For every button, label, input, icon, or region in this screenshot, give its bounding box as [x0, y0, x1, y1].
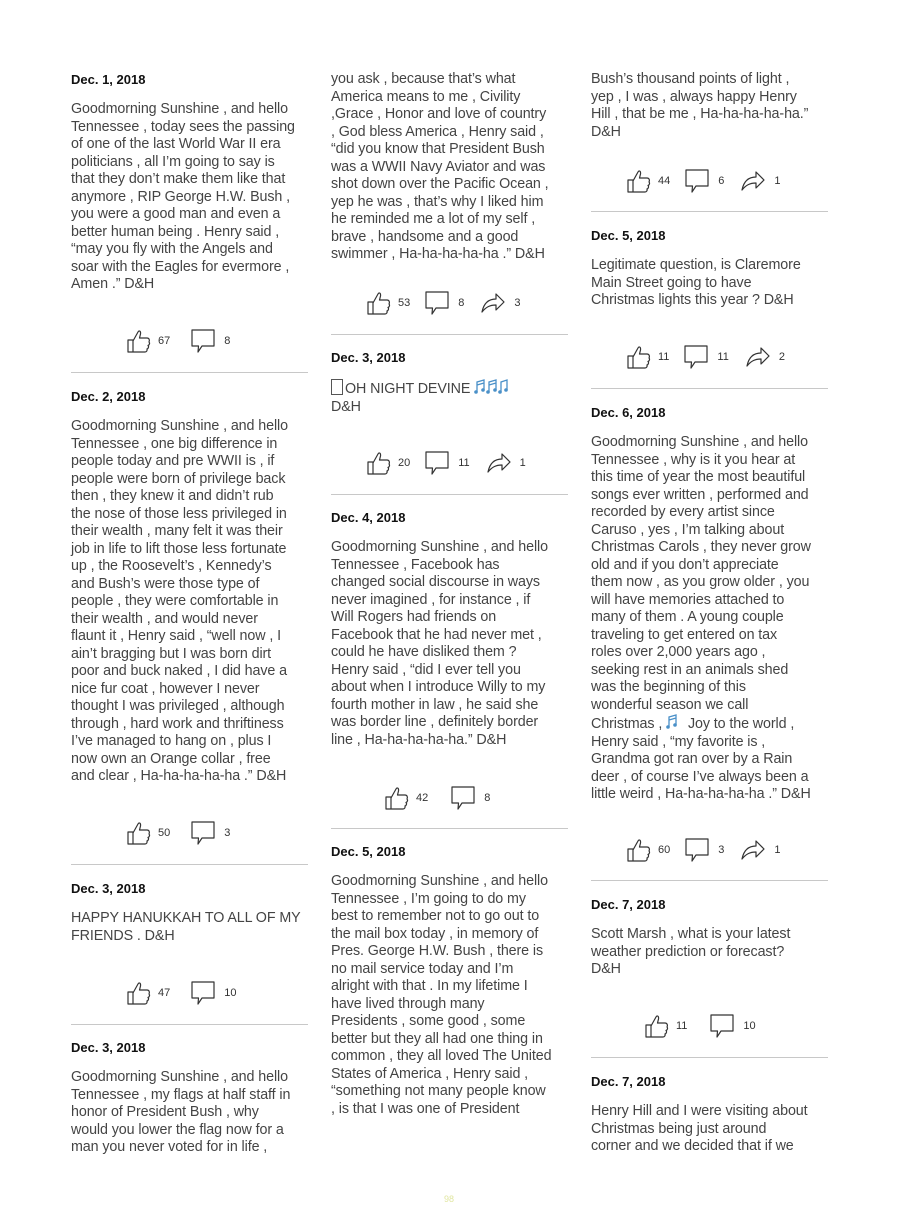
thumbs-up-icon[interactable] — [644, 1013, 670, 1039]
post-line: “something not many people know — [331, 1083, 546, 1099]
thumbs-up-icon[interactable] — [126, 328, 152, 354]
post-line: yep , I was , always happy Henry — [591, 88, 797, 105]
post-date: Dec. 5, 2018 — [591, 228, 666, 243]
unsupported-glyph-icon — [331, 379, 343, 395]
post-line: their wealth , many felt it was their — [71, 523, 283, 539]
post-line: that they don’t make them like that — [71, 171, 286, 187]
comment-bubble-icon[interactable] — [424, 450, 450, 476]
post-line: little weird , Ha-ha-ha-ha-ha .” D&H — [591, 786, 811, 802]
like-count: 53 — [398, 297, 411, 309]
post-line: this time of year the most beautiful — [591, 469, 806, 485]
post-line: Scott Marsh , what is your latest — [591, 926, 791, 942]
share-count: 1 — [774, 175, 781, 187]
post-line: job in life to lift those less fortunate — [71, 540, 287, 557]
thumbs-up-icon[interactable] — [366, 290, 392, 316]
post-line: OH NIGHT DEVINE — [345, 381, 471, 397]
post-line: Presidents , some good , some — [331, 1013, 526, 1029]
post-line: people today and pre WWII is , if — [71, 453, 275, 469]
post-line: corner and we decided that if we — [591, 1138, 794, 1154]
post-line: fourth mother in law , he said she — [331, 696, 539, 713]
reactions-bar — [126, 327, 240, 355]
post-line: could he have disliked them ? — [331, 644, 517, 660]
post-text — [331, 379, 568, 416]
post-line: Goodmorning Sunshine , and hello — [591, 434, 808, 450]
reactions-bar — [384, 784, 500, 812]
reactions-bar — [644, 1012, 766, 1040]
page-number: 98 — [443, 1194, 454, 1204]
divider — [591, 880, 828, 881]
divider — [71, 372, 308, 373]
post-date: Dec. 1, 2018 — [71, 72, 146, 87]
post-line: now own an Orange collar , free — [71, 750, 271, 767]
post-line: have lived through many — [331, 995, 485, 1012]
reactions-bar — [626, 836, 791, 864]
post-line: then , they knew it and didn’t rub — [71, 488, 274, 504]
post-text — [71, 910, 308, 945]
post-date: Dec. 7, 2018 — [591, 897, 666, 912]
divider — [71, 864, 308, 865]
post-line: ain’t bragging but I was born dirt — [71, 645, 272, 662]
post-line: roles over 2,000 years ago , — [591, 644, 766, 660]
post-line: “did you know that President Bush — [331, 141, 545, 157]
divider — [331, 828, 568, 829]
post-line: Christmas Carols , they never grow — [591, 539, 811, 555]
post-line: shot down over the Pacific Ocean , — [331, 176, 549, 192]
divider — [331, 494, 568, 495]
post-line: Bush’s thousand points of light , — [591, 71, 790, 87]
post-line: Christmas lights this year ? D&H — [591, 292, 794, 308]
divider — [71, 1024, 308, 1025]
comment-count: 3 — [224, 827, 231, 839]
post-text — [591, 71, 828, 141]
post-line: Legitimate question, is Claremore — [591, 257, 801, 273]
post-line: you were a good man and even a — [71, 206, 281, 222]
like-count: 67 — [158, 335, 171, 347]
divider — [591, 1057, 828, 1058]
post-line: was border line , definitely border — [331, 714, 539, 730]
post-line: man you never voted for in life , — [71, 1139, 268, 1155]
thumbs-up-icon[interactable] — [366, 450, 392, 476]
post-line: seeking rest in an animals shed — [591, 661, 789, 678]
like-count: 11 — [658, 351, 670, 363]
comment-count: 11 — [717, 351, 729, 363]
post-text — [591, 1103, 828, 1156]
post-line: their wealth , and would never — [71, 610, 258, 627]
post-line: songs ever written , performed and — [591, 486, 809, 503]
post-line: Joy to the world , — [687, 716, 795, 732]
post-line: Facebook that he had never met , — [331, 626, 542, 643]
post-line: you ask , because that’s what — [331, 71, 516, 87]
post-line: would you lower the flag now for a — [71, 1121, 284, 1138]
share-arrow-icon[interactable] — [740, 168, 766, 194]
post-line: Amen .” D&H — [71, 276, 155, 292]
post-line: them now , as you grow older , you — [591, 574, 810, 590]
post-line: people , they were comfortable in — [71, 593, 279, 609]
post-line: alright with that . In my lifetime I — [331, 978, 528, 994]
reactions-bar — [126, 819, 240, 847]
comment-count: 6 — [718, 175, 725, 187]
post-text — [591, 257, 828, 310]
post-line: “may you fly with the Angels and — [71, 241, 273, 257]
post-line: anymore , RIP George H.W. Bush , — [71, 188, 291, 205]
post-text — [331, 71, 568, 264]
share-arrow-icon[interactable] — [486, 450, 512, 476]
post-line: line , Ha-ha-ha-ha-ha.” D&H — [331, 731, 507, 748]
comment-bubble-icon[interactable] — [190, 328, 216, 354]
post-line: yep he was , that’s why I liked him — [331, 193, 544, 210]
share-count: 3 — [514, 297, 521, 309]
post-line: Henry said , “did I ever tell you — [331, 661, 521, 678]
comment-bubble-icon[interactable] — [450, 785, 476, 811]
post-line: D&H — [591, 961, 621, 977]
reactions-bar — [626, 343, 795, 371]
post-line: Goodmorning Sunshine , and hello — [331, 539, 548, 555]
comment-bubble-icon[interactable] — [684, 168, 710, 194]
post-text — [71, 101, 308, 294]
post-line: better but they all had one thing in — [331, 1030, 543, 1047]
thumbs-up-icon[interactable] — [384, 785, 410, 811]
post-line: traveling to get entered on tax — [591, 626, 778, 643]
post-line: the nose of those less privileged in — [71, 505, 287, 522]
post-line: Will Rogers had friends on — [331, 609, 497, 625]
reactions-bar — [126, 979, 247, 1007]
like-count: 20 — [398, 457, 411, 469]
post-line: Goodmorning Sunshine , and hello — [71, 418, 288, 434]
post-line: he reminded me a lot of my self , — [331, 211, 536, 227]
post-line: common , they all loved The United — [331, 1048, 552, 1064]
share-arrow-icon[interactable] — [740, 837, 766, 863]
comment-count: 8 — [458, 297, 465, 309]
post-line: old and if you don’t appreciate — [591, 556, 779, 573]
post-line: Tennessee , today sees the passing — [71, 118, 295, 135]
post-line: Henry Hill and I were visiting about — [591, 1103, 808, 1119]
share-count: 2 — [778, 351, 785, 363]
post-text — [591, 926, 828, 979]
post-line: Hill , that be me , Ha-ha-ha-ha-ha.” — [591, 106, 809, 122]
thumbs-up-icon[interactable] — [626, 168, 652, 194]
post-lines — [591, 434, 828, 714]
share-count: 1 — [774, 844, 781, 856]
post-line: ,Grace , Honor and love of country — [331, 106, 547, 122]
post-line: Main Street going to have — [591, 274, 752, 291]
post-line: D&H — [591, 123, 621, 140]
thumbs-up-icon[interactable] — [126, 980, 152, 1006]
post-date: Dec. 2, 2018 — [71, 389, 146, 404]
post-line: changed social discourse in ways — [331, 574, 540, 590]
like-count: 60 — [658, 844, 671, 856]
post-line: weather prediction or forecast? — [591, 943, 785, 960]
post-line: poor and buck naked , I did have a — [71, 663, 287, 679]
post-date: Dec. 3, 2018 — [71, 1040, 146, 1055]
post-line: people were born of privilege back — [71, 470, 286, 487]
post-line: was the beginning of this — [591, 679, 746, 695]
post-line: America means to me , Civility — [331, 88, 521, 105]
like-count: 11 — [676, 1020, 688, 1032]
reactions-bar — [626, 167, 791, 195]
post-line: , is that I was one of President — [331, 1100, 520, 1117]
post-line: of one of the last World War II era — [71, 136, 281, 152]
share-arrow-icon[interactable] — [745, 344, 771, 370]
comment-bubble-icon[interactable] — [424, 290, 450, 316]
post-line: nice fur coat , however I never — [71, 680, 260, 697]
comment-bubble-icon[interactable] — [190, 980, 216, 1006]
post-text — [71, 1069, 308, 1157]
comment-count: 10 — [224, 987, 237, 999]
comment-count: 8 — [484, 792, 491, 804]
post-line: up , the Roosevelt’s , Kennedy’s — [71, 558, 272, 574]
post-line: wonderful season we call — [591, 696, 749, 713]
post-line: deer , of course I’ve always been a — [591, 768, 809, 785]
reactions-bar — [366, 449, 536, 477]
post-line: FRIENDS . D&H — [71, 927, 175, 944]
post-line: Goodmorning Sunshine , and hello — [71, 101, 288, 117]
post-line: and Bush’s were those type of — [71, 575, 260, 592]
post-date: Dec. 3, 2018 — [71, 881, 146, 896]
post-line: no mail service today and I’m — [331, 960, 514, 977]
post-line: better human being . Henry said , — [71, 223, 280, 240]
thumbs-up-icon[interactable] — [126, 820, 152, 846]
post-line: States of America , Henry said , — [331, 1065, 529, 1082]
post-line: the mail box today , in memory of — [331, 925, 539, 942]
post-text — [331, 539, 568, 749]
music-notes-icon — [666, 714, 684, 730]
post-line: will have memories attached to — [591, 591, 785, 608]
music-notes-icon — [474, 379, 508, 395]
post-line: Tennessee , why is it you hear at — [591, 451, 796, 468]
comment-count: 8 — [224, 335, 231, 347]
reactions-bar — [366, 289, 531, 317]
like-count: 42 — [416, 792, 429, 804]
post-line: Tennessee , Facebook has — [331, 556, 500, 573]
post-line: through , hard work and thriftiness — [71, 715, 284, 732]
post-line: best to remember not to go out to — [331, 908, 540, 924]
share-count: 1 — [519, 457, 526, 469]
post-line: Goodmorning Sunshine , and hello — [71, 1069, 288, 1085]
post-line: I’ve managed to hang on , plus I — [71, 733, 272, 749]
share-arrow-icon[interactable] — [480, 290, 506, 316]
post-line: swimmer , Ha-ha-ha-ha-ha .” D&H — [331, 246, 545, 262]
comment-count: 11 — [458, 457, 470, 469]
comment-count: 10 — [743, 1020, 756, 1032]
post-line: Caruso , yes , I’m talking about — [591, 521, 785, 538]
thumbs-up-icon[interactable] — [626, 344, 652, 370]
post-line: never imagined , for instance , if — [331, 591, 531, 608]
post-line: soar with the Eagles for evermore , — [71, 258, 290, 275]
post-line: thought I was privileged , although — [71, 698, 285, 714]
post-lines — [591, 734, 828, 804]
post-line: Henry said , “my favorite is , — [591, 733, 766, 750]
post-date: Dec. 7, 2018 — [591, 1074, 666, 1089]
post-line: HAPPY HANUKKAH TO ALL OF MY — [71, 910, 301, 926]
post-line: politicians , all I’m going to say is — [71, 153, 275, 170]
divider — [591, 388, 828, 389]
post-line: Pres. George H.W. Bush , there is — [331, 943, 544, 959]
divider — [591, 211, 828, 212]
comment-bubble-icon[interactable] — [683, 344, 709, 370]
post-line: Tennessee , I’m going to do my — [331, 890, 526, 907]
post-line: honor of President Bush , why — [71, 1104, 259, 1120]
like-count: 44 — [658, 175, 671, 187]
comment-bubble-icon[interactable] — [684, 837, 710, 863]
thumbs-up-icon[interactable] — [626, 837, 652, 863]
post-line: about when I introduce Willy to my — [331, 679, 546, 695]
like-count: 50 — [158, 827, 171, 839]
post-line: , God bless America , Henry said , — [331, 123, 544, 140]
post-date: Dec. 6, 2018 — [591, 405, 666, 420]
comment-bubble-icon[interactable] — [190, 820, 216, 846]
post-date: Dec. 5, 2018 — [331, 844, 406, 859]
post-line: D&H — [331, 398, 361, 415]
comment-count: 3 — [718, 844, 725, 856]
post-line: and clear , Ha-ha-ha-ha-ha .” D&H — [71, 768, 287, 784]
post-text — [331, 873, 568, 1118]
post-line: was a WWII Navy Aviator and was — [331, 158, 546, 175]
post-text — [71, 418, 308, 786]
post-line: flaunt it , Henry said , “well now , I — [71, 628, 281, 644]
post-line: Grandma got ran over by a Rain — [591, 751, 793, 767]
divider — [331, 334, 568, 335]
post-line: Goodmorning Sunshine , and hello — [331, 873, 548, 889]
post-line: many of them . A young couple — [591, 609, 784, 625]
post-line: Tennessee , my flags at half staff in — [71, 1086, 291, 1103]
comment-bubble-icon[interactable] — [709, 1013, 735, 1039]
like-count: 47 — [158, 987, 171, 999]
post-line: Christmas , — [591, 716, 663, 732]
post-date: Dec. 4, 2018 — [331, 510, 406, 525]
post-date: Dec. 3, 2018 — [331, 350, 406, 365]
post-line: recorded by every artist since — [591, 504, 775, 520]
post-line: Tennessee , one big difference in — [71, 435, 278, 452]
post-line: brave , handsome and a good — [331, 228, 519, 245]
post-text — [591, 434, 828, 804]
post-line: Christmas being just around — [591, 1120, 767, 1137]
